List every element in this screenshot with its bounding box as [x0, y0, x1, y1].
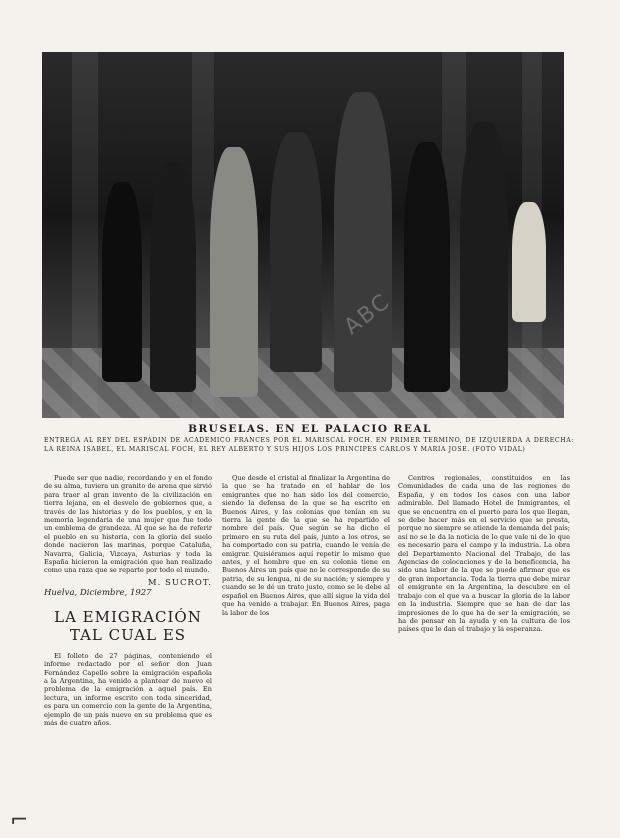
author-signature: M. SUCROT.: [147, 577, 212, 588]
photo-figure: [460, 122, 508, 392]
photo-figure: [270, 132, 322, 372]
abc-watermark: ABC: [339, 288, 396, 341]
photo-caption-title: BRUSELAS. EN EL PALACIO REAL: [188, 423, 432, 435]
photo-figure: [150, 162, 196, 392]
photo-figure: [512, 202, 546, 322]
article-paragraph: Centros regionales, constituidos en las Comunidades de cada una de las regiones de España, y en todos los casos con una labor admirable. Del llamado Hotel de Inmigrantes, el que se encuentra en el puerto para los que llegan, se debe hacer más en el servicio que se presta, porque no siempre se atiende la demanda del país; así no se le da la noticia de lo que vale ni de lo que es necesario para el campo y la industria. La obra del Departamento Nacional del Trabajo, de las Agencias de colocaciones y de la beneficencia, ha sido una labor de la que se puede afirmar que es de gran importancia. Toda la tierra que debe mirar el emigrante en la Argentina, la descubre en el trabajo con el que va a buscar la gloria de la labor en la industria. Siempre que se han de dar las impresiones de lo que ha de ser la emigración, se ha de pensar en la ayuda y en la cultura de los países que le dan el trabajo y la esperanza.: [398, 474, 570, 634]
photo-figure: [102, 182, 142, 382]
page-corner-mark: ⌐: [10, 808, 29, 833]
article-paragraph: Que desde el cristal al finalizar la Argentina de la que se ha tratado en el hablar de los emigrantes que no han sido los del comercio, siendo la defensa de la que se ha escrito en Buenos Aires, y las colonias que tenían en su tierra la gente de la que se ha repartido el nombre del país. Que según se ha dicho el primero en su ruta del país, junto a los otros, se ha comportado con su patria, cuando le venía de emigrar. Quisiéramos aquí repetir lo mismo que antes, y el hombre que en su colonia tiene en Buenos Aires un país que no le corresponde de su patria, de su lengua, ni de su nación; y siempre y cuando se le dé un trato justo, como se le debe al español en Buenos Aires, que allí sigue la vida del que ha venido a trabajar. En Buenos Aires, paga la labor de los: [222, 474, 390, 617]
photo-figure: [334, 92, 392, 392]
intro-paragraph: Puede ser que nadie, recordando y en el fondo de su alma, tuviera un granito de arena que sirvió para traer al gran invento de la civilización en tierra lejana, en el desvelo de gobiernos que, a través de las historias y de los pueblos, y en la memoria legendaria de una mujer que fue todo un emblema de grandeza. Al que se ha de referir el pueblo en su historia, con la gloria del suelo donde nacieron las marinas, porque Cataluña, Navarra, Galicia, Vizcaya, Asturias y toda la España hicieron la emigración que han realizado como una raza que se reparte por todo el mundo.: [44, 474, 212, 575]
article-column-1: [44, 474, 212, 729]
photo-caption-body: ENTREGA AL REY DEL ESPADIN DE ACADEMICO FRANCES POR EL MARISCAL FOCH. EN PRIMER TERMINO, DE IZQUIERDA A DERECHA: LA REINA ISABEL, EL MARISCAL FOCH, EL REY ALBERTO Y SUS HIJOS LOS PRINCIPES CARLOS Y MARIA JOSE. (FOTO VIDAL): [44, 437, 574, 453]
news-photograph: [42, 52, 564, 418]
photo-figure: [404, 142, 450, 392]
article-headline: LA EMIGRACIÓN TAL CUAL ES: [54, 607, 202, 644]
dateline: Huelva, Diciembre, 1927: [44, 588, 152, 599]
article-column-2: [222, 474, 390, 619]
article-column-3: [398, 474, 570, 636]
photo-figure: [210, 147, 258, 397]
article-paragraph: El folleto de 27 páginas, conteniendo el informe redactado por el señor don Juan Fernández Capello sobre la emigración española a la Argentina, ha venido a plantear de nuevo el problema de la emigración a aquel país. En lectura, un informe escrito con toda sinceridad, es para un comercio con la gente de la Argentina, ejemplo de un país nuevo en su problema que es más de cuatro años.: [44, 651, 212, 727]
